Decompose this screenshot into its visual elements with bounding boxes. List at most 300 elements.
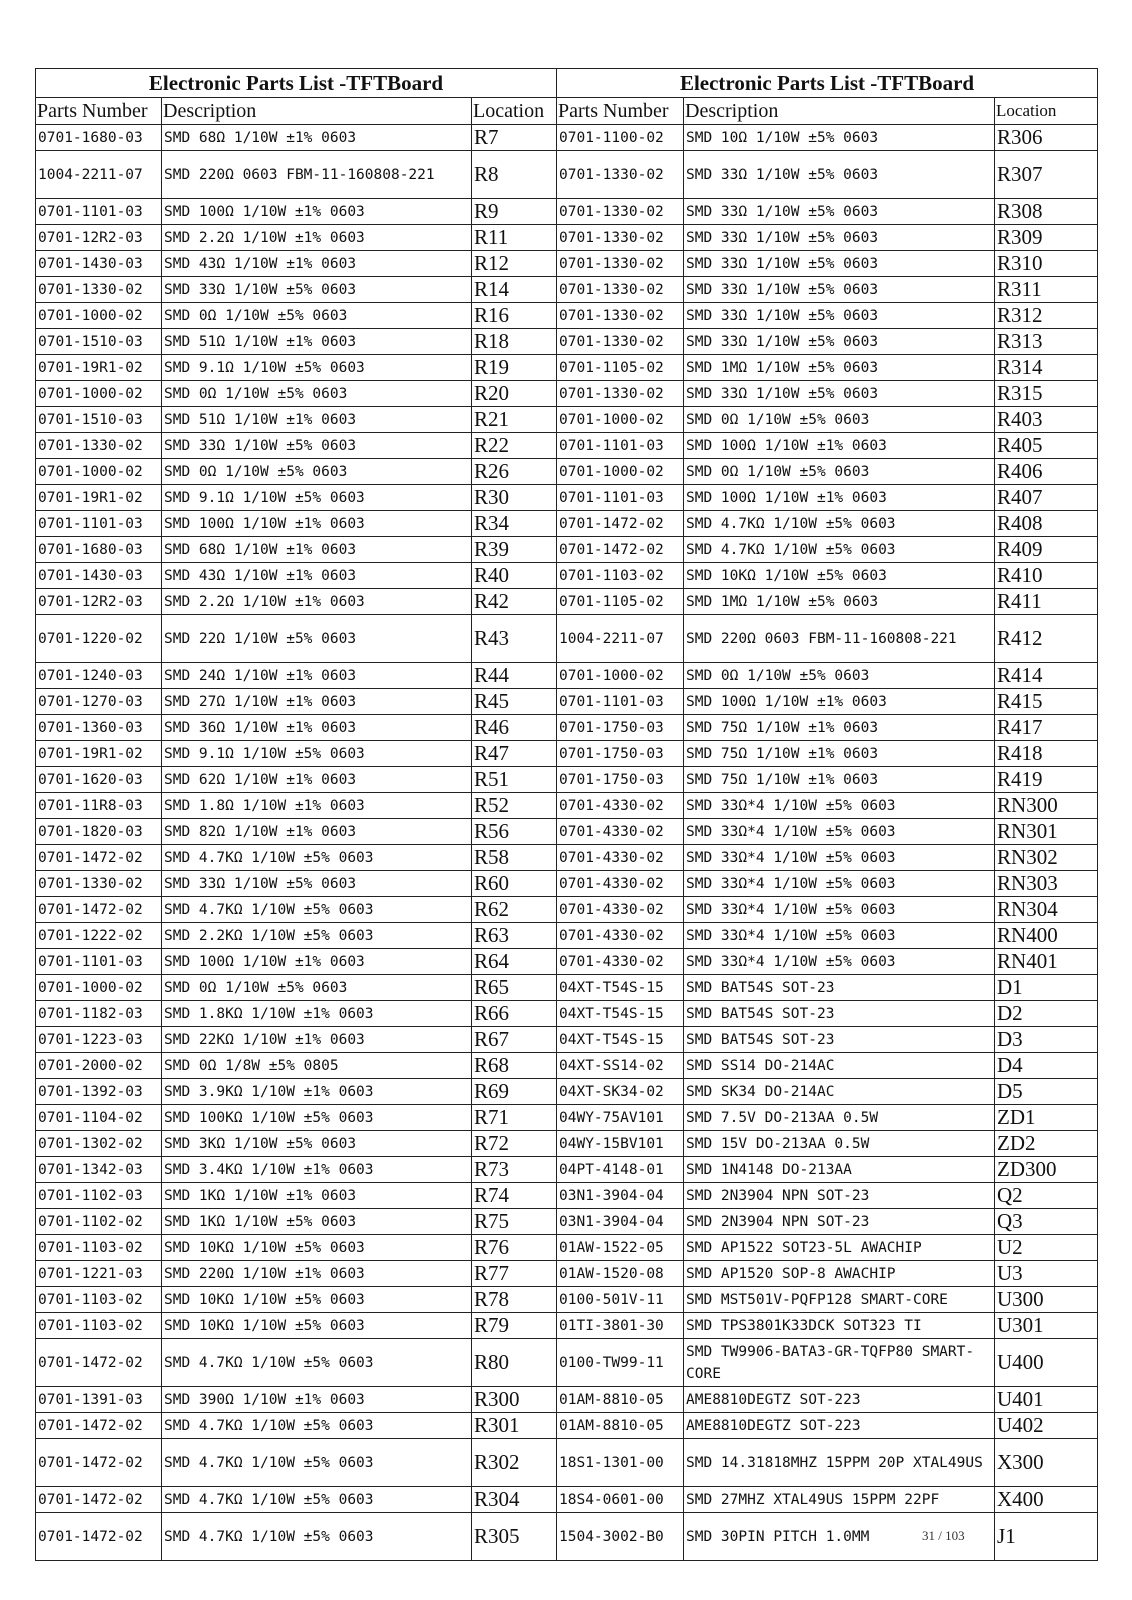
table-row [36, 1053, 1098, 1079]
location-right: RN304 [995, 897, 1098, 923]
location-right: U401 [995, 1387, 1098, 1413]
description-left: SMD 9.1Ω 1/10W ±5% 0603 [162, 741, 472, 767]
location-left: R75 [472, 1209, 557, 1235]
location-left: R72 [472, 1131, 557, 1157]
table-row [36, 199, 1098, 225]
table-row [36, 663, 1098, 689]
description-right: SMD 75Ω 1/10W ±1% 0603 [684, 741, 995, 767]
location-right: R310 [995, 251, 1098, 277]
col-location-left: Location [472, 98, 557, 125]
description-left: SMD 0Ω 1/8W ±5% 0805 [162, 1053, 472, 1079]
table-row [36, 1001, 1098, 1027]
table-row [36, 793, 1098, 819]
description-left: SMD 100Ω 1/10W ±1% 0603 [162, 199, 472, 225]
description-left: SMD 0Ω 1/10W ±5% 0603 [162, 303, 472, 329]
part-number-right: 0701-1330-02 [557, 303, 684, 329]
description-right: SMD 220Ω 0603 FBM-11-160808-221 [684, 615, 995, 663]
part-number-left: 1004-2211-07 [36, 151, 162, 199]
description-right: SMD 33Ω 1/10W ±5% 0603 [684, 381, 995, 407]
description-right: SMD 15V DO-213AA 0.5W [684, 1131, 995, 1157]
location-right: R405 [995, 433, 1098, 459]
description-right: SMD 0Ω 1/10W ±5% 0603 [684, 663, 995, 689]
location-right: Q2 [995, 1183, 1098, 1209]
description-left: SMD 10KΩ 1/10W ±5% 0603 [162, 1287, 472, 1313]
location-left: R58 [472, 845, 557, 871]
table-row [36, 277, 1098, 303]
location-right: R311 [995, 277, 1098, 303]
description-left: SMD 2.2KΩ 1/10W ±5% 0603 [162, 923, 472, 949]
location-left: R79 [472, 1313, 557, 1339]
description-right: SMD MST501V-PQFP128 SMART-CORE [684, 1287, 995, 1313]
table-row [36, 1261, 1098, 1287]
location-right: J1 [995, 1513, 1098, 1561]
location-right: R307 [995, 151, 1098, 199]
table-row [36, 1079, 1098, 1105]
description-left: SMD 4.7KΩ 1/10W ±5% 0603 [162, 1413, 472, 1439]
table-row [36, 1183, 1098, 1209]
part-number-right: 0701-1330-02 [557, 381, 684, 407]
part-number-right: 0701-1472-02 [557, 511, 684, 537]
location-left: R9 [472, 199, 557, 225]
location-left: R42 [472, 589, 557, 615]
location-left: R64 [472, 949, 557, 975]
description-left: SMD 3KΩ 1/10W ±5% 0603 [162, 1131, 472, 1157]
table-row [36, 381, 1098, 407]
part-number-right: 0701-1750-03 [557, 715, 684, 741]
part-number-left: 0701-1392-03 [36, 1079, 162, 1105]
location-right: X300 [995, 1439, 1098, 1487]
location-right: R412 [995, 615, 1098, 663]
location-left: R14 [472, 277, 557, 303]
table-row [36, 819, 1098, 845]
description-right: SMD 14.31818MHZ 15PPM 20P XTAL49US [684, 1439, 995, 1487]
description-left: SMD 22KΩ 1/10W ±1% 0603 [162, 1027, 472, 1053]
description-left: SMD 4.7KΩ 1/10W ±5% 0603 [162, 845, 472, 871]
table-row [36, 741, 1098, 767]
table-row [36, 845, 1098, 871]
description-right: SMD 33Ω*4 1/10W ±5% 0603 [684, 871, 995, 897]
table-row [36, 303, 1098, 329]
description-left: SMD 4.7KΩ 1/10W ±5% 0603 [162, 1487, 472, 1513]
description-left: SMD 33Ω 1/10W ±5% 0603 [162, 871, 472, 897]
location-right: R418 [995, 741, 1098, 767]
description-right: SMD 33Ω*4 1/10W ±5% 0603 [684, 793, 995, 819]
col-parts-number-left: Parts Number [36, 98, 162, 125]
description-left: SMD 43Ω 1/10W ±1% 0603 [162, 251, 472, 277]
part-number-left: 0701-1472-02 [36, 1413, 162, 1439]
description-right: SMD 1MΩ 1/10W ±5% 0603 [684, 589, 995, 615]
location-left: R21 [472, 407, 557, 433]
description-left: SMD 68Ω 1/10W ±1% 0603 [162, 125, 472, 151]
location-left: R40 [472, 563, 557, 589]
table-row [36, 923, 1098, 949]
location-right: R419 [995, 767, 1098, 793]
location-left: R18 [472, 329, 557, 355]
location-left: R52 [472, 793, 557, 819]
location-left: R76 [472, 1235, 557, 1261]
part-number-right: 04WY-15BV101 [557, 1131, 684, 1157]
description-right: SMD AP1522 SOT23-5L AWACHIP [684, 1235, 995, 1261]
part-number-left: 0701-1472-02 [36, 1439, 162, 1487]
location-left: R60 [472, 871, 557, 897]
location-right: R411 [995, 589, 1098, 615]
location-right: RN301 [995, 819, 1098, 845]
description-right: SMD 1MΩ 1/10W ±5% 0603 [684, 355, 995, 381]
part-number-left: 0701-1472-02 [36, 1339, 162, 1387]
part-number-right: 04WY-75AV101 [557, 1105, 684, 1131]
location-left: R71 [472, 1105, 557, 1131]
description-right: SMD 100Ω 1/10W ±1% 0603 [684, 689, 995, 715]
part-number-left: 0701-1510-03 [36, 329, 162, 355]
table-row [36, 871, 1098, 897]
location-left: R66 [472, 1001, 557, 1027]
description-left: SMD 0Ω 1/10W ±5% 0603 [162, 975, 472, 1001]
description-right: AME8810DEGTZ SOT-223 [684, 1413, 995, 1439]
description-right: SMD 2N3904 NPN SOT-23 [684, 1183, 995, 1209]
description-left: SMD 43Ω 1/10W ±1% 0603 [162, 563, 472, 589]
table-row [36, 459, 1098, 485]
part-number-right: 0701-4330-02 [557, 949, 684, 975]
part-number-right: 04XT-T54S-15 [557, 975, 684, 1001]
description-left: SMD 33Ω 1/10W ±5% 0603 [162, 433, 472, 459]
table-row [36, 1413, 1098, 1439]
location-right: ZD1 [995, 1105, 1098, 1131]
description-left: SMD 4.7KΩ 1/10W ±5% 0603 [162, 897, 472, 923]
table-row [36, 897, 1098, 923]
part-number-right: 0701-1105-02 [557, 355, 684, 381]
location-left: R73 [472, 1157, 557, 1183]
part-number-right: 1004-2211-07 [557, 615, 684, 663]
location-right: RN400 [995, 923, 1098, 949]
description-right: SMD 10KΩ 1/10W ±5% 0603 [684, 563, 995, 589]
part-number-right: 01TI-3801-30 [557, 1313, 684, 1339]
description-left: SMD 3.9KΩ 1/10W ±1% 0603 [162, 1079, 472, 1105]
part-number-right: 0701-1101-03 [557, 689, 684, 715]
location-right: RN401 [995, 949, 1098, 975]
page-number: 31 / 103 [922, 1528, 965, 1543]
part-number-right: 04PT-4148-01 [557, 1157, 684, 1183]
location-right: RN303 [995, 871, 1098, 897]
part-number-left: 0701-1222-02 [36, 923, 162, 949]
part-number-left: 0701-1330-02 [36, 871, 162, 897]
description-left: SMD 2.2Ω 1/10W ±1% 0603 [162, 225, 472, 251]
description-left: SMD 22Ω 1/10W ±5% 0603 [162, 615, 472, 663]
part-number-right: 0701-4330-02 [557, 793, 684, 819]
part-number-left: 0701-1182-03 [36, 1001, 162, 1027]
part-number-left: 0701-19R1-02 [36, 741, 162, 767]
table-row [36, 589, 1098, 615]
description-left: SMD 100KΩ 1/10W ±5% 0603 [162, 1105, 472, 1131]
description-right: SMD 75Ω 1/10W ±1% 0603 [684, 715, 995, 741]
part-number-right: 01AW-1522-05 [557, 1235, 684, 1261]
part-number-left: 0701-1103-02 [36, 1287, 162, 1313]
location-right: R308 [995, 199, 1098, 225]
location-right: R309 [995, 225, 1098, 251]
location-left: R56 [472, 819, 557, 845]
table-row [36, 329, 1098, 355]
part-number-right: 03N1-3904-04 [557, 1209, 684, 1235]
description-right: SMD 0Ω 1/10W ±5% 0603 [684, 407, 995, 433]
part-number-right: 0701-1330-02 [557, 151, 684, 199]
location-left: R44 [472, 663, 557, 689]
table-row [36, 433, 1098, 459]
table-row [36, 1157, 1098, 1183]
part-number-right: 0701-4330-02 [557, 897, 684, 923]
location-left: R43 [472, 615, 557, 663]
part-number-right: 0701-1000-02 [557, 663, 684, 689]
location-left: R8 [472, 151, 557, 199]
part-number-left: 0701-1000-02 [36, 303, 162, 329]
location-left: R300 [472, 1387, 557, 1413]
part-number-right: 0701-4330-02 [557, 923, 684, 949]
location-right: D2 [995, 1001, 1098, 1027]
description-right: SMD BAT54S SOT-23 [684, 1027, 995, 1053]
part-number-right: 0701-4330-02 [557, 845, 684, 871]
part-number-left: 0701-1620-03 [36, 767, 162, 793]
description-left: SMD 68Ω 1/10W ±1% 0603 [162, 537, 472, 563]
description-right: SMD 33Ω 1/10W ±5% 0603 [684, 329, 995, 355]
description-right: SMD 33Ω*4 1/10W ±5% 0603 [684, 949, 995, 975]
description-right: SMD 33Ω 1/10W ±5% 0603 [684, 251, 995, 277]
part-number-right: 0701-1750-03 [557, 767, 684, 793]
col-description-left: Description [162, 98, 472, 125]
title-right: Electronic Parts List -TFTBoard [557, 69, 1098, 98]
part-number-right: 01AM-8810-05 [557, 1413, 684, 1439]
part-number-left: 0701-1102-03 [36, 1183, 162, 1209]
description-right: SMD 27MHZ XTAL49US 15PPM 22PF [684, 1487, 995, 1513]
part-number-right: 03N1-3904-04 [557, 1183, 684, 1209]
location-right: U400 [995, 1339, 1098, 1387]
location-right: RN302 [995, 845, 1098, 871]
location-right: R407 [995, 485, 1098, 511]
location-left: R62 [472, 897, 557, 923]
part-number-right: 01AW-1520-08 [557, 1261, 684, 1287]
parts-list-table [35, 68, 1098, 1561]
description-left: SMD 24Ω 1/10W ±1% 0603 [162, 663, 472, 689]
part-number-left: 0701-19R1-02 [36, 485, 162, 511]
description-left: SMD 51Ω 1/10W ±1% 0603 [162, 407, 472, 433]
part-number-left: 0701-1472-02 [36, 845, 162, 871]
part-number-left: 0701-1000-02 [36, 975, 162, 1001]
table-row [36, 1105, 1098, 1131]
table-row [36, 537, 1098, 563]
part-number-right: 0701-1330-02 [557, 251, 684, 277]
description-right: SMD 75Ω 1/10W ±1% 0603 [684, 767, 995, 793]
location-right: R410 [995, 563, 1098, 589]
part-number-left: 0701-1430-03 [36, 251, 162, 277]
table-row [36, 1387, 1098, 1413]
description-left: SMD 1.8Ω 1/10W ±1% 0603 [162, 793, 472, 819]
description-left: SMD 220Ω 1/10W ±1% 0603 [162, 1261, 472, 1287]
part-number-left: 0701-12R2-03 [36, 225, 162, 251]
description-right: SMD 33Ω 1/10W ±5% 0603 [684, 199, 995, 225]
part-number-right: 0701-1000-02 [557, 459, 684, 485]
location-left: R30 [472, 485, 557, 511]
location-left: R302 [472, 1439, 557, 1487]
part-number-left: 0701-2000-02 [36, 1053, 162, 1079]
location-right: ZD300 [995, 1157, 1098, 1183]
part-number-right: 0701-1330-02 [557, 329, 684, 355]
location-left: R16 [472, 303, 557, 329]
location-left: R45 [472, 689, 557, 715]
table-row [36, 715, 1098, 741]
part-number-right: 0701-1100-02 [557, 125, 684, 151]
part-number-left: 0701-1220-02 [36, 615, 162, 663]
location-left: R304 [472, 1487, 557, 1513]
part-number-right: 0701-1101-03 [557, 433, 684, 459]
part-number-left: 0701-1510-03 [36, 407, 162, 433]
part-number-right: 0100-501V-11 [557, 1287, 684, 1313]
table-row [36, 1313, 1098, 1339]
part-number-left: 0701-1000-02 [36, 459, 162, 485]
location-left: R46 [472, 715, 557, 741]
location-right: R414 [995, 663, 1098, 689]
description-right: SMD 30PIN PITCH 1.0MM [684, 1513, 995, 1561]
table-row [36, 1487, 1098, 1513]
col-description-right: Description [684, 98, 995, 125]
col-parts-number-right: Parts Number [557, 98, 684, 125]
description-right: SMD 33Ω 1/10W ±5% 0603 [684, 277, 995, 303]
part-number-right: 0701-4330-02 [557, 819, 684, 845]
table-row [36, 251, 1098, 277]
part-number-left: 0701-1240-03 [36, 663, 162, 689]
location-right: R409 [995, 537, 1098, 563]
description-right: SMD TPS3801K33DCK SOT323 TI [684, 1313, 995, 1339]
location-left: R80 [472, 1339, 557, 1387]
description-right: SMD 4.7KΩ 1/10W ±5% 0603 [684, 537, 995, 563]
description-left: SMD 2.2Ω 1/10W ±1% 0603 [162, 589, 472, 615]
location-right: R408 [995, 511, 1098, 537]
description-right: SMD 33Ω 1/10W ±5% 0603 [684, 151, 995, 199]
part-number-left: 0701-1302-02 [36, 1131, 162, 1157]
description-left: SMD 27Ω 1/10W ±1% 0603 [162, 689, 472, 715]
location-right: U2 [995, 1235, 1098, 1261]
table-row [36, 1439, 1098, 1487]
location-right: X400 [995, 1487, 1098, 1513]
table-row [36, 1027, 1098, 1053]
table-row [36, 1131, 1098, 1157]
description-left: SMD 1KΩ 1/10W ±5% 0603 [162, 1209, 472, 1235]
table-row [36, 615, 1098, 663]
part-number-right: 0701-1330-02 [557, 277, 684, 303]
part-number-left: 0701-1223-03 [36, 1027, 162, 1053]
location-left: R22 [472, 433, 557, 459]
description-right: SMD 33Ω*4 1/10W ±5% 0603 [684, 897, 995, 923]
description-right: SMD BAT54S SOT-23 [684, 1001, 995, 1027]
part-number-left: 0701-1103-02 [36, 1313, 162, 1339]
part-number-right: 04XT-SS14-02 [557, 1053, 684, 1079]
description-left: SMD 4.7KΩ 1/10W ±5% 0603 [162, 1513, 472, 1561]
part-number-right: 0701-1750-03 [557, 741, 684, 767]
description-left: SMD 10KΩ 1/10W ±5% 0603 [162, 1313, 472, 1339]
part-number-left: 0701-1000-02 [36, 381, 162, 407]
description-right: SMD 33Ω*4 1/10W ±5% 0603 [684, 923, 995, 949]
description-right: SMD 100Ω 1/10W ±1% 0603 [684, 485, 995, 511]
description-left: SMD 62Ω 1/10W ±1% 0603 [162, 767, 472, 793]
col-location-right: Location [995, 98, 1098, 125]
location-left: R67 [472, 1027, 557, 1053]
part-number-right: 18S4-0601-00 [557, 1487, 684, 1513]
table-row [36, 563, 1098, 589]
table-row [36, 225, 1098, 251]
description-left: SMD 0Ω 1/10W ±5% 0603 [162, 459, 472, 485]
description-right: SMD 33Ω*4 1/10W ±5% 0603 [684, 819, 995, 845]
location-right: R403 [995, 407, 1098, 433]
location-right: R313 [995, 329, 1098, 355]
location-right: ZD2 [995, 1131, 1098, 1157]
description-left: SMD 4.7KΩ 1/10W ±5% 0603 [162, 1339, 472, 1387]
part-number-left: 0701-19R1-02 [36, 355, 162, 381]
description-right: SMD 33Ω 1/10W ±5% 0603 [684, 303, 995, 329]
location-left: R34 [472, 511, 557, 537]
description-right: SMD TW9906-BATA3-GR-TQFP80 SMART-CORE [684, 1339, 995, 1387]
part-number-left: 0701-1101-03 [36, 511, 162, 537]
part-number-left: 0701-1330-02 [36, 433, 162, 459]
table-row [36, 949, 1098, 975]
description-left: SMD 4.7KΩ 1/10W ±5% 0603 [162, 1439, 472, 1487]
location-left: R19 [472, 355, 557, 381]
part-number-left: 0701-1221-03 [36, 1261, 162, 1287]
location-right: R406 [995, 459, 1098, 485]
part-number-left: 0701-1472-02 [36, 1487, 162, 1513]
description-left: SMD 1KΩ 1/10W ±1% 0603 [162, 1183, 472, 1209]
location-left: R11 [472, 225, 557, 251]
description-right: SMD 100Ω 1/10W ±1% 0603 [684, 433, 995, 459]
description-left: SMD 100Ω 1/10W ±1% 0603 [162, 949, 472, 975]
location-right: Q3 [995, 1209, 1098, 1235]
part-number-right: 04XT-SK34-02 [557, 1079, 684, 1105]
location-left: R69 [472, 1079, 557, 1105]
location-right: R315 [995, 381, 1098, 407]
part-number-left: 0701-1101-03 [36, 949, 162, 975]
location-left: R12 [472, 251, 557, 277]
location-right: U3 [995, 1261, 1098, 1287]
part-number-right: 0701-1330-02 [557, 199, 684, 225]
location-right: R417 [995, 715, 1098, 741]
location-right: U402 [995, 1413, 1098, 1439]
part-number-left: 0701-12R2-03 [36, 589, 162, 615]
description-right: SMD 10Ω 1/10W ±5% 0603 [684, 125, 995, 151]
part-number-left: 0701-11R8-03 [36, 793, 162, 819]
title-left: Electronic Parts List -TFTBoard [36, 69, 557, 98]
part-number-right: 1504-3002-B0 [557, 1513, 684, 1561]
part-number-right: 0701-1330-02 [557, 225, 684, 251]
description-right: SMD 0Ω 1/10W ±5% 0603 [684, 459, 995, 485]
description-left: SMD 9.1Ω 1/10W ±5% 0603 [162, 355, 472, 381]
table-row [36, 1235, 1098, 1261]
part-number-left: 0701-1101-03 [36, 199, 162, 225]
part-number-left: 0701-1270-03 [36, 689, 162, 715]
table-row [36, 1339, 1098, 1387]
part-number-left: 0701-1360-03 [36, 715, 162, 741]
part-number-right: 18S1-1301-00 [557, 1439, 684, 1487]
location-right: RN300 [995, 793, 1098, 819]
location-left: R74 [472, 1183, 557, 1209]
location-left: R65 [472, 975, 557, 1001]
part-number-left: 0701-1820-03 [36, 819, 162, 845]
location-right: D1 [995, 975, 1098, 1001]
part-number-right: 0701-1000-02 [557, 407, 684, 433]
part-number-left: 0701-1104-02 [36, 1105, 162, 1131]
table-row [36, 511, 1098, 537]
part-number-left: 0701-1680-03 [36, 537, 162, 563]
description-left: SMD 51Ω 1/10W ±1% 0603 [162, 329, 472, 355]
location-right: R314 [995, 355, 1098, 381]
description-left: SMD 390Ω 1/10W ±1% 0603 [162, 1387, 472, 1413]
part-number-right: 0701-1103-02 [557, 563, 684, 589]
description-left: SMD 36Ω 1/10W ±1% 0603 [162, 715, 472, 741]
table-row [36, 125, 1098, 151]
